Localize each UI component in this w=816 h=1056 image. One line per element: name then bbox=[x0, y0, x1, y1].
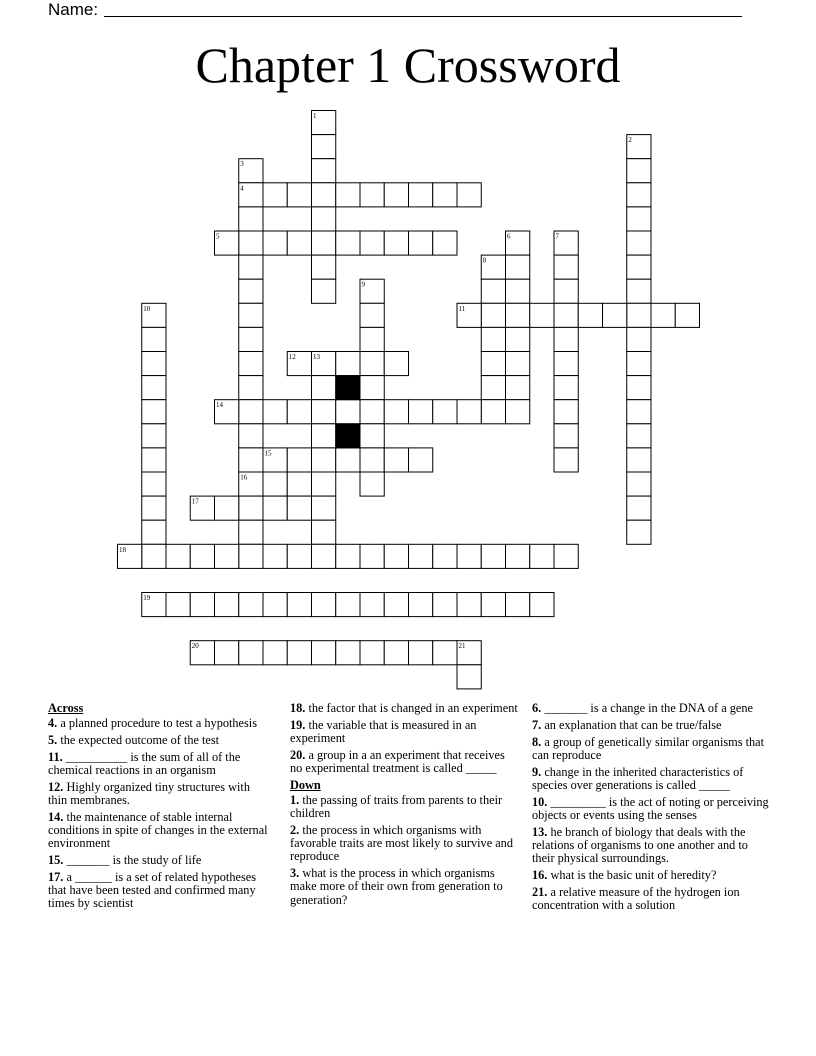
crossword-cell[interactable] bbox=[554, 255, 578, 279]
across-clue-14: 14. the maintenance of stable internal conditions in spite of changes in the external environment bbox=[48, 809, 268, 851]
crossword-cell[interactable] bbox=[360, 231, 384, 255]
page-title: Chapter 1 Crossword bbox=[195, 37, 621, 93]
crossword-cell[interactable] bbox=[287, 496, 311, 520]
clue-number: 12 bbox=[288, 353, 296, 361]
crossword-cell[interactable] bbox=[481, 400, 505, 424]
crossword-cell[interactable] bbox=[554, 327, 578, 351]
crossword-cell[interactable] bbox=[433, 593, 457, 617]
crossword-cell[interactable] bbox=[433, 544, 457, 568]
crossword-cell[interactable] bbox=[287, 183, 311, 207]
crossword-cell[interactable] bbox=[215, 544, 239, 568]
crossword-cell[interactable] bbox=[142, 544, 166, 568]
crossword-cell[interactable] bbox=[554, 352, 578, 376]
across-clue-5: 5. the expected outcome of the test bbox=[48, 733, 220, 747]
crossword-cell[interactable] bbox=[336, 448, 360, 472]
crossword-cell[interactable] bbox=[239, 424, 263, 448]
crossword-cell[interactable] bbox=[166, 593, 190, 617]
crossword-cell[interactable] bbox=[287, 400, 311, 424]
crossword-cell[interactable] bbox=[457, 544, 481, 568]
down-clue-10: 10. _________ is the act of noting or perceiving objects or events using the senses bbox=[532, 794, 769, 822]
crossword-cell[interactable] bbox=[481, 327, 505, 351]
crossword-cell[interactable] bbox=[506, 544, 530, 568]
clue-number: 3 bbox=[240, 160, 244, 169]
crossword-cell[interactable] bbox=[360, 352, 384, 376]
crossword-cell[interactable] bbox=[627, 352, 651, 376]
crossword-cell[interactable] bbox=[433, 641, 457, 665]
crossword-cell[interactable] bbox=[530, 303, 554, 327]
crossword-cell[interactable] bbox=[627, 255, 651, 279]
crossword-cell[interactable] bbox=[263, 183, 287, 207]
crossword-cell[interactable] bbox=[384, 593, 408, 617]
across-clue-15: 15. _______ is the study of life bbox=[48, 853, 202, 867]
crossword-cell[interactable] bbox=[409, 231, 433, 255]
crossword-cell[interactable] bbox=[142, 327, 166, 351]
crossword-cell[interactable] bbox=[239, 303, 263, 327]
crossword-cell[interactable] bbox=[336, 183, 360, 207]
crossword-cell[interactable] bbox=[360, 183, 384, 207]
crossword-cell[interactable] bbox=[360, 327, 384, 351]
crossword-cell[interactable] bbox=[312, 207, 336, 231]
crossword-cell[interactable] bbox=[239, 593, 263, 617]
crossword-cell[interactable] bbox=[239, 376, 263, 400]
crossword-cell[interactable] bbox=[263, 400, 287, 424]
crossword-cell[interactable] bbox=[239, 641, 263, 665]
clues-column-1 bbox=[48, 702, 270, 914]
crossword-cell[interactable] bbox=[142, 400, 166, 424]
crossword-cell[interactable] bbox=[239, 520, 263, 544]
crossword-cell[interactable] bbox=[336, 641, 360, 665]
crossword-cell[interactable] bbox=[312, 544, 336, 568]
clue-number: 13 bbox=[313, 353, 320, 361]
crossword-cell[interactable] bbox=[481, 593, 505, 617]
crossword-cell[interactable] bbox=[627, 520, 651, 544]
crossword-cell[interactable] bbox=[287, 472, 311, 496]
crossword-cell[interactable] bbox=[384, 400, 408, 424]
crossword-cell[interactable] bbox=[457, 593, 481, 617]
crossword-cell[interactable] bbox=[312, 279, 336, 303]
crossword-cell[interactable] bbox=[287, 231, 311, 255]
crossword-cell[interactable] bbox=[312, 231, 336, 255]
crossword-cell[interactable] bbox=[312, 135, 336, 159]
crossword-cell[interactable] bbox=[287, 593, 311, 617]
across-heading: Across bbox=[48, 701, 84, 715]
crossword-cell[interactable] bbox=[554, 448, 578, 472]
crossword-cell[interactable] bbox=[627, 327, 651, 351]
clue-number: 16 bbox=[240, 473, 248, 482]
crossword-cell[interactable] bbox=[312, 641, 336, 665]
crossword-cell[interactable] bbox=[336, 593, 360, 617]
crossword-cell[interactable] bbox=[360, 544, 384, 568]
across-clue-20: 20. a group in a an experiment that receives no experimental treatment is called _____ bbox=[290, 747, 505, 775]
crossword-cell[interactable] bbox=[433, 400, 457, 424]
crossword-cell[interactable] bbox=[287, 544, 311, 568]
crossword-cell[interactable] bbox=[263, 496, 287, 520]
crossword-cell[interactable] bbox=[457, 665, 481, 689]
crossword-cell[interactable] bbox=[360, 593, 384, 617]
clues-column-3 bbox=[532, 702, 770, 916]
crossword-cell[interactable] bbox=[360, 424, 384, 448]
crossword-cell[interactable] bbox=[384, 641, 408, 665]
down-clue-21: 21. a relative measure of the hydrogen ion concentration with a solution bbox=[532, 884, 740, 912]
crossword-cell[interactable] bbox=[554, 303, 578, 327]
down-clue-8: 8. a group of genetically similar organisms that can reproduce bbox=[532, 734, 765, 762]
crossword-cell[interactable] bbox=[554, 544, 578, 568]
crossword-cell[interactable] bbox=[409, 641, 433, 665]
crossword-cell[interactable] bbox=[457, 400, 481, 424]
crossword-cell[interactable] bbox=[239, 448, 263, 472]
crossword-cell[interactable] bbox=[433, 231, 457, 255]
crossword-cell[interactable] bbox=[312, 183, 336, 207]
crossword-cell[interactable] bbox=[554, 424, 578, 448]
across-clue-17: 17. a ______ is a set of related hypotheses that have been tested and confirmed many times by scientist bbox=[48, 869, 256, 911]
crossword-cell[interactable] bbox=[263, 472, 287, 496]
crossword-cell[interactable] bbox=[409, 544, 433, 568]
crossword-block-cell bbox=[336, 424, 360, 448]
name-label: Name: bbox=[48, 0, 99, 19]
clue-number: 1 bbox=[313, 112, 317, 120]
crossword-cell[interactable] bbox=[506, 303, 530, 327]
clue-number: 20 bbox=[191, 642, 199, 651]
clue-number: 2 bbox=[628, 136, 632, 145]
crossword-cell[interactable] bbox=[627, 279, 651, 303]
crossword-cell[interactable] bbox=[239, 327, 263, 351]
crossword-cell[interactable] bbox=[481, 303, 505, 327]
crossword-cell[interactable] bbox=[506, 593, 530, 617]
crossword-cell[interactable] bbox=[481, 279, 505, 303]
crossword-cell[interactable] bbox=[312, 520, 336, 544]
crossword-cell[interactable] bbox=[166, 544, 190, 568]
crossword-cell[interactable] bbox=[384, 448, 408, 472]
clue-number: 4 bbox=[240, 184, 244, 193]
crossword-cell[interactable] bbox=[142, 448, 166, 472]
crossword-cell[interactable] bbox=[603, 303, 627, 327]
crossword-cell[interactable] bbox=[506, 400, 530, 424]
crossword-cell[interactable] bbox=[239, 352, 263, 376]
crossword-cell[interactable] bbox=[287, 641, 311, 665]
across-clue-18: 18. the factor that is changed in an experiment bbox=[290, 701, 518, 715]
down-clue-6: 6. _______ is a change in the DNA of a gene bbox=[532, 701, 753, 715]
crossword-cell[interactable] bbox=[142, 496, 166, 520]
crossword-cell[interactable] bbox=[336, 231, 360, 255]
crossword-cell[interactable] bbox=[360, 400, 384, 424]
crossword-cell[interactable] bbox=[336, 400, 360, 424]
across-clue-19: 19. the variable that is measured in an experiment bbox=[290, 717, 477, 745]
crossword-cell[interactable] bbox=[578, 303, 602, 327]
clue-number: 9 bbox=[361, 280, 365, 289]
clue-number: 19 bbox=[143, 594, 151, 602]
crossword-cell[interactable] bbox=[409, 448, 433, 472]
crossword-cell[interactable] bbox=[506, 327, 530, 351]
down-heading: Down bbox=[290, 777, 321, 792]
clue-number: 10 bbox=[143, 304, 151, 313]
crossword-cell[interactable] bbox=[627, 303, 651, 327]
down-clue-1: 1. the passing of traits from parents to their children bbox=[290, 793, 503, 821]
crossword-cell[interactable] bbox=[263, 593, 287, 617]
across-clue-4: 4. a planned procedure to test a hypothesis bbox=[48, 716, 258, 731]
crossword-cell[interactable] bbox=[627, 183, 651, 207]
crossword-cell[interactable] bbox=[142, 376, 166, 400]
crossword-cell[interactable] bbox=[239, 496, 263, 520]
clue-number: 6 bbox=[507, 232, 511, 241]
clue-number: 18 bbox=[119, 545, 126, 554]
crossword-cell[interactable] bbox=[263, 231, 287, 255]
clue-number: 5 bbox=[216, 232, 220, 241]
crossword-cell[interactable] bbox=[554, 400, 578, 424]
crossword-cell[interactable] bbox=[457, 183, 481, 207]
crossword-cell[interactable] bbox=[554, 376, 578, 400]
crossword-cell[interactable] bbox=[312, 496, 336, 520]
down-clue-2: 2. the process in which organisms with favorable traits are most likely to survive and reproduce bbox=[290, 823, 513, 864]
crossword-cell[interactable] bbox=[142, 424, 166, 448]
down-clue-16: 16. what is the basic unit of heredity? bbox=[532, 867, 717, 882]
clue-number: 21 bbox=[458, 642, 466, 651]
crossword-cell[interactable] bbox=[627, 159, 651, 183]
crossword-cell[interactable] bbox=[530, 544, 554, 568]
crossword-cell[interactable] bbox=[215, 641, 239, 665]
crossword-cell[interactable] bbox=[627, 472, 651, 496]
crossword-cell[interactable] bbox=[190, 544, 214, 568]
crossword-cell[interactable] bbox=[263, 544, 287, 568]
crossword-cell[interactable] bbox=[263, 641, 287, 665]
down-clue-13: 13. he branch of biology that deals with the relations of organisms to one another and to their physical surroundings. bbox=[532, 824, 748, 865]
crossword-cell[interactable] bbox=[312, 159, 336, 183]
crossword-cell[interactable] bbox=[312, 255, 336, 279]
crossword-cell[interactable] bbox=[239, 255, 263, 279]
crossword-cell[interactable] bbox=[409, 593, 433, 617]
crossword-cell[interactable] bbox=[627, 400, 651, 424]
crossword-block-cell bbox=[336, 376, 360, 400]
crossword-cell[interactable] bbox=[481, 544, 505, 568]
crossword-cell[interactable] bbox=[190, 593, 214, 617]
crossword-cell[interactable] bbox=[384, 352, 408, 376]
crossword-cell[interactable] bbox=[506, 352, 530, 376]
crossword-cell[interactable] bbox=[239, 400, 263, 424]
clue-number: 14 bbox=[216, 401, 223, 410]
clue-number: 17 bbox=[191, 497, 199, 506]
crossword-cell[interactable] bbox=[312, 448, 336, 472]
clue-number: 8 bbox=[482, 256, 487, 265]
crossword-cell[interactable] bbox=[506, 376, 530, 400]
crossword-cell[interactable] bbox=[336, 544, 360, 568]
crossword-cell[interactable] bbox=[360, 641, 384, 665]
crossword-cell[interactable] bbox=[627, 207, 651, 231]
crossword-cell[interactable] bbox=[215, 496, 239, 520]
crossword-cell[interactable] bbox=[627, 424, 651, 448]
crossword-cell[interactable] bbox=[651, 303, 675, 327]
clue-number: 11 bbox=[458, 304, 466, 313]
crossword-cell[interactable] bbox=[384, 544, 408, 568]
across-clue-12: 12. Highly organized tiny structures with thin membranes. bbox=[48, 779, 250, 807]
crossword-cell[interactable] bbox=[239, 279, 263, 303]
crossword-cell[interactable] bbox=[384, 183, 408, 207]
crossword-cell[interactable] bbox=[481, 376, 505, 400]
crossword-cell[interactable] bbox=[312, 472, 336, 496]
crossword-cell[interactable] bbox=[312, 400, 336, 424]
crossword-cell[interactable] bbox=[336, 352, 360, 376]
down-clue-3: 3. what is the process in which organisms make more of their own from generation to generation? bbox=[290, 866, 503, 907]
crossword-cell[interactable] bbox=[142, 352, 166, 376]
crossword-cell[interactable] bbox=[384, 231, 408, 255]
crossword-cell[interactable] bbox=[239, 544, 263, 568]
crossword-cell[interactable] bbox=[506, 279, 530, 303]
crossword-cell[interactable] bbox=[287, 448, 311, 472]
crossword-cell[interactable] bbox=[409, 400, 433, 424]
crossword-cell[interactable] bbox=[239, 207, 263, 231]
crossword-cell[interactable] bbox=[409, 183, 433, 207]
crossword-cell[interactable] bbox=[142, 472, 166, 496]
crossword-cell[interactable] bbox=[239, 231, 263, 255]
crossword-cell[interactable] bbox=[312, 593, 336, 617]
crossword-cell[interactable] bbox=[627, 376, 651, 400]
down-clue-7: 7. an explanation that can be true/false bbox=[532, 717, 722, 732]
crossword-cell[interactable] bbox=[627, 496, 651, 520]
crossword-cell[interactable] bbox=[554, 279, 578, 303]
clue-number: 15 bbox=[264, 449, 272, 458]
clues-column-2 bbox=[290, 702, 518, 910]
crossword-cell[interactable] bbox=[627, 231, 651, 255]
crossword-cell[interactable] bbox=[215, 593, 239, 617]
crossword-cell[interactable] bbox=[360, 448, 384, 472]
crossword-cell[interactable] bbox=[360, 376, 384, 400]
crossword-cell[interactable] bbox=[530, 593, 554, 617]
crossword-cell[interactable] bbox=[142, 520, 166, 544]
crossword-cell[interactable] bbox=[675, 303, 699, 327]
down-clue-9: 9. change in the inherited characteristics of species over generations is called _____ bbox=[532, 764, 744, 792]
crossword-cell[interactable] bbox=[360, 303, 384, 327]
clue-number: 7 bbox=[555, 232, 559, 241]
crossword-cell[interactable] bbox=[312, 424, 336, 448]
crossword-cell[interactable] bbox=[360, 472, 384, 496]
across-clue-11: 11. __________ is the sum of all of the chemical reactions in an organism bbox=[48, 749, 241, 777]
crossword-cell[interactable] bbox=[506, 255, 530, 279]
crossword-cell[interactable] bbox=[433, 183, 457, 207]
crossword-cell[interactable] bbox=[481, 352, 505, 376]
crossword-cell[interactable] bbox=[627, 448, 651, 472]
crossword-cell[interactable] bbox=[312, 376, 336, 400]
